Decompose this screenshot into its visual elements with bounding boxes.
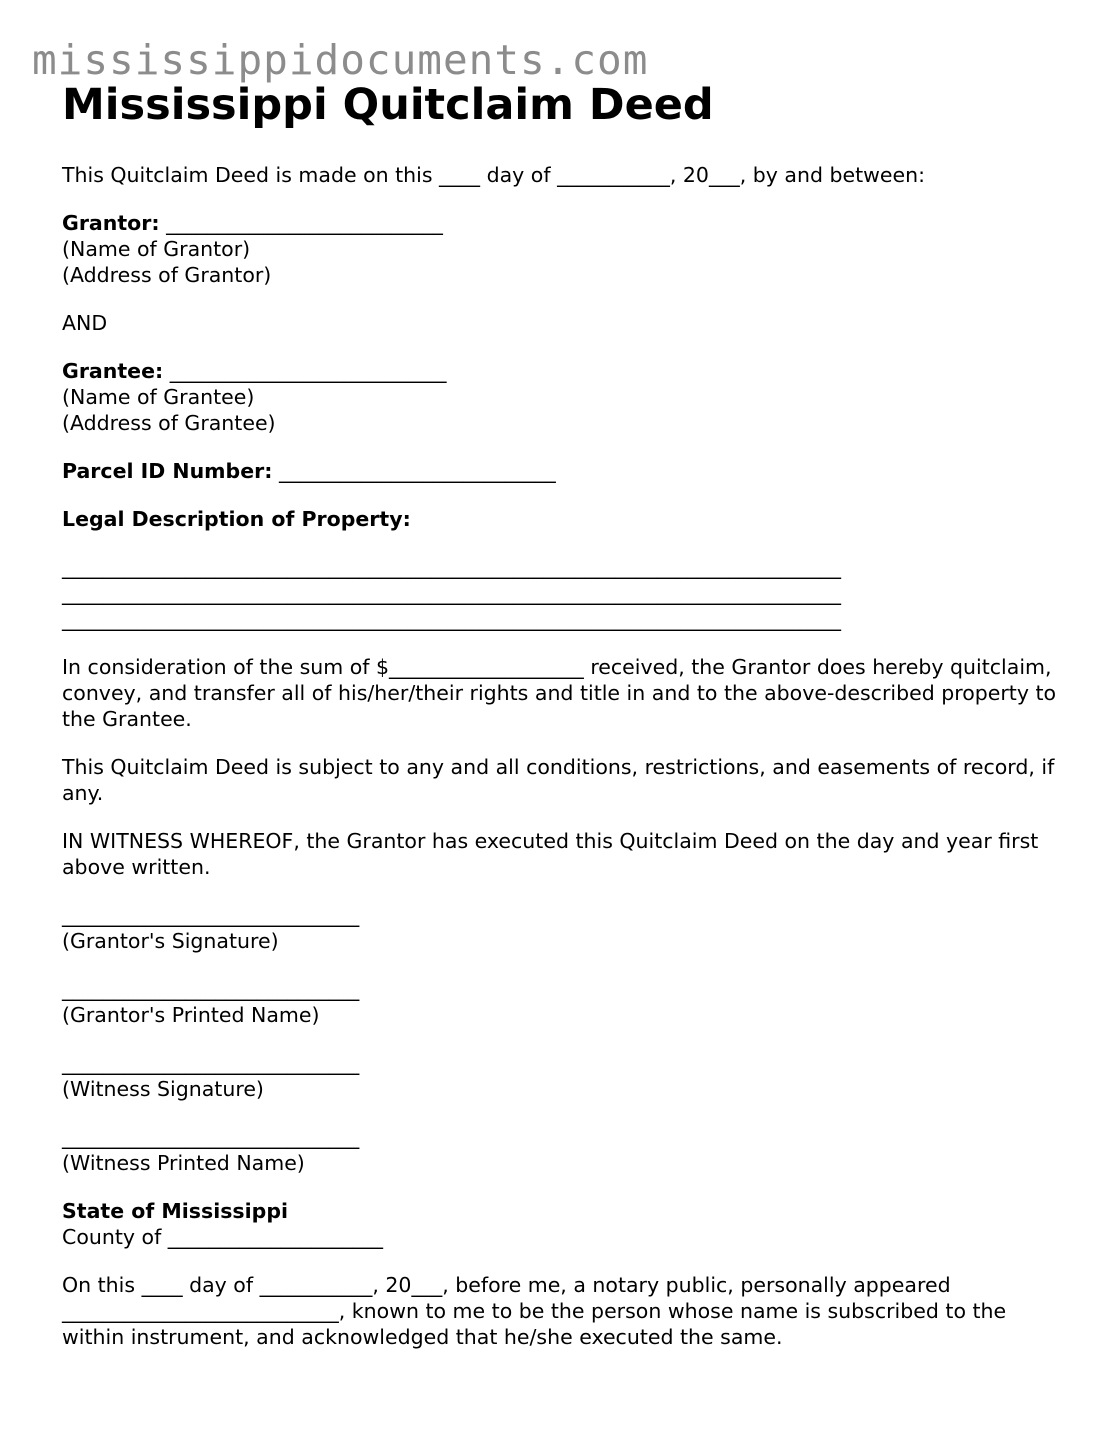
notary-venue [62, 1198, 1072, 1250]
notary-state: State of Mississippi [62, 1199, 289, 1223]
grantor-address-hint: (Address of Grantor) [62, 263, 272, 287]
notary-acknowledgment: On this ____ day of ___________, 20___, before me, a notary public, personally appeared ___________________________, known to me to be the person whose name is subscribed to the within instrument, and acknowledged that he/she executed the same. [62, 1273, 1007, 1349]
signature-caption: (Witness Signature) [62, 1077, 264, 1101]
grantee-blank: ___________________________ [163, 359, 447, 383]
signature-caption: (Grantor's Printed Name) [62, 1003, 320, 1027]
legal-line: ____________________________________________________________________________ [62, 607, 841, 631]
witness-clause: IN WITNESS WHEREOF, the Grantor has executed this Quitclaim Deed on the day and year first above written. [62, 829, 1039, 879]
parcel-blank: ___________________________ [272, 459, 556, 483]
legal-line: ____________________________________________________________________________ [62, 581, 841, 605]
grantor-section [62, 210, 1072, 288]
legal-line: ____________________________________________________________________________ [62, 555, 841, 579]
document-body [62, 78, 1072, 1350]
consideration-paragraph: In consideration of the sum of $___________________ received, the Grantor does hereby quitclaim, convey, and transfer all of his/her/their rights and title in and to the above-described property to the Grantee. [62, 655, 1057, 731]
signature-line: _____________________________ [62, 1051, 360, 1075]
grantor-name-hint: (Name of Grantor) [62, 237, 251, 261]
legal-description-label-text: Legal Description of Property: [62, 507, 411, 531]
and-text: AND [62, 311, 108, 335]
notary-county: County of _____________________ [62, 1225, 384, 1249]
grantor-label: Grantor: [62, 211, 160, 235]
legal-description-label [62, 506, 1072, 532]
signature-caption: (Witness Printed Name) [62, 1151, 305, 1175]
signature-block [62, 1050, 1072, 1102]
signature-caption: (Grantor's Signature) [62, 929, 279, 953]
grantee-label: Grantee: [62, 359, 164, 383]
signature-line: _____________________________ [62, 903, 360, 927]
signature-block [62, 902, 1072, 954]
grantor-blank: ___________________________ [159, 211, 443, 235]
signature-line: _____________________________ [62, 1125, 360, 1149]
grantee-name-hint: (Name of Grantee) [62, 385, 255, 409]
intro-paragraph: This Quitclaim Deed is made on this ____ day of ___________, 20___, by and between: [62, 163, 926, 187]
parcel-section [62, 458, 1072, 484]
document-title: Mississippi Quitclaim Deed [62, 80, 714, 130]
grantee-section [62, 358, 1072, 436]
subject-to-paragraph: This Quitclaim Deed is subject to any and all conditions, restrictions, and easements of record, if any. [62, 755, 1055, 805]
signature-block [62, 1124, 1072, 1176]
grantee-address-hint: (Address of Grantee) [62, 411, 276, 435]
parcel-label: Parcel ID Number: [62, 459, 273, 483]
legal-description-lines [62, 554, 1072, 632]
signature-block [62, 976, 1072, 1028]
signature-line: _____________________________ [62, 977, 360, 1001]
watermark: mississippidocuments.com [32, 36, 649, 84]
